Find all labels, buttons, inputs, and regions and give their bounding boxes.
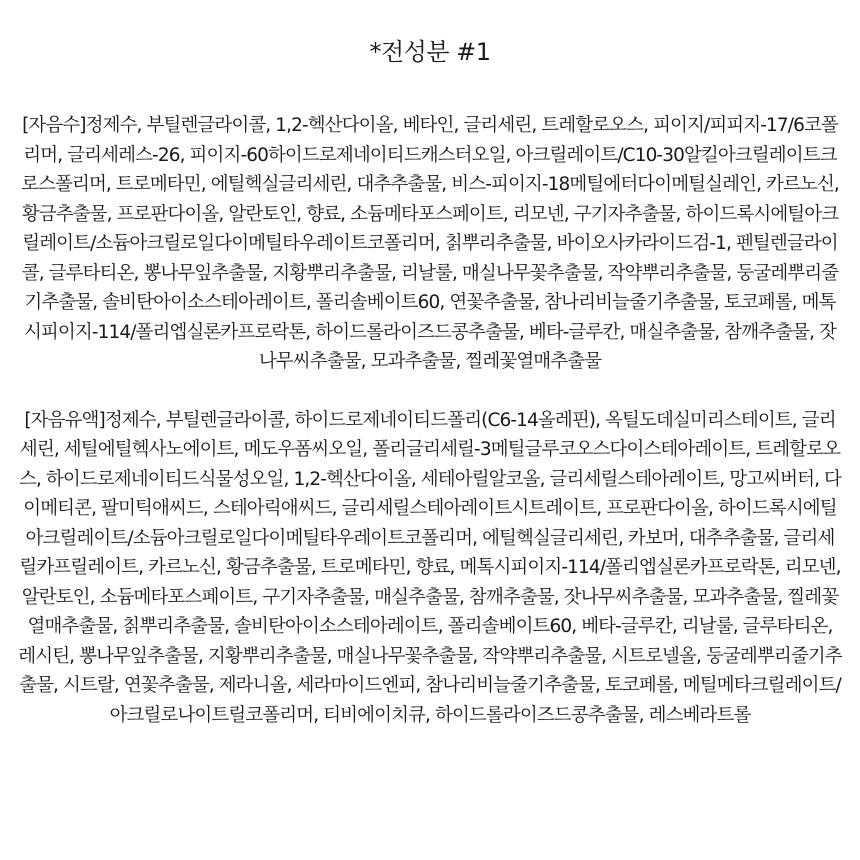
ingredients-emulsion-paragraph: [자음유액]정제수, 부틸렌글라이콜, 하이드로제네이티드폴리(C6-14올레핀), 옥틸도데실미리스테이트, 글리세린, 세틸에틸헥사노에이트, 메도우폼씨오일, 폴리글리세릴-3메틸글루코오스다이스테아레이트, 트레할로오스, 하이드로제네이티드식물성오일, 1,2-헥산다이올, 세테아릴알코올, 글리세릴스테아레이트, 망고씨버터, 다이메티콘, 팔미틱애씨드, 스테아릭애씨드, 글리세릴스테아레이트시트레이트, 프로판다이올, 하이드록시에틸아크릴레이트/소듐아크릴로일다이메틸타우레이트코폴리머, 에틸헥실글리세린, 카보머, 대추추출물, 글리세릴카프릴레이트, 카르노신, 황금추출물, 트로메타민, 향료, 메톡시피이지-114/폴리엡실론카프로락톤, 리모넨, 알란토인, 소듐메타포스페이트, 구기자추출물, 매실추출물, 참깨추출물, 잣나무씨추출물, 모과추출물, 찔레꽃열매추출물, 칡뿌리추출물, 솔비탄아이소스테아레이트, 폴리솔베이트60, 베타-글루칸, 리날룰, 글루타티온, 레시틴, 뽕나무잎추출물, 지황뿌리추출물, 매실나무꽃추출물, 작약뿌리추출물, 시트로넬올, 둥굴레뿌리줄기추출물, 시트랄, 연꽃추출물, 제라니올, 세라마이드엔피, 참나리비늘줄기추출물, 토코페롤, 메틸메타크릴레이트/아크릴로나이트릴코폴리머, 티비에이치큐, 하이드롤라이즈드콩추출물, 레스베라트롤 (18, 409, 842, 726)
page-title: *전성분 #1 (369, 38, 491, 66)
ingredients-toner-paragraph: [자음수]정제수, 부틸렌글라이콜, 1,2-헥산다이올, 베타인, 글리세린, 트레할로오스, 피이지/피피지-17/6코폴리머, 글리세레스-26, 피이지-60하이드로제네이티드캐스터오일, 아크릴레이트/C10-30알킬아크릴레이트크로스폴리머, 트로메타민, 에틸헥실글리세린, 대추추출물, 비스-피이지-18메틸에터다이메틸실레인, 카르노신, 황금추출물, 프로판다이올, 알란토인, 향료, 소듐메타포스페이트, 리모넨, 구기자추출물, 하이드록시에틸아크릴레이트/소듐아크릴로일다이메틸타우레이트코폴리머, 칡뿌리추출물, 바이오사카라이드검-1, 펜틸렌글라이콜, 글루타티온, 뽕나무잎추출물, 지황뿌리추출물, 리날룰, 매실나무꽃추출물, 작약뿌리추출물, 둥굴레뿌리줄기추출물, 솔비탄아이소스테아레이트, 폴리솔베이트60, 연꽃추출물, 참나리비늘줄기추출물, 토코페롤, 메톡시피이지-114/폴리엡실론카프로락톤, 하이드롤라이즈드콩추출물, 베타-글루칸, 매실추출물, 참깨추출물, 잣나무씨추출물, 모과추출물, 찔레꽃열매추출물 (21, 115, 839, 372)
